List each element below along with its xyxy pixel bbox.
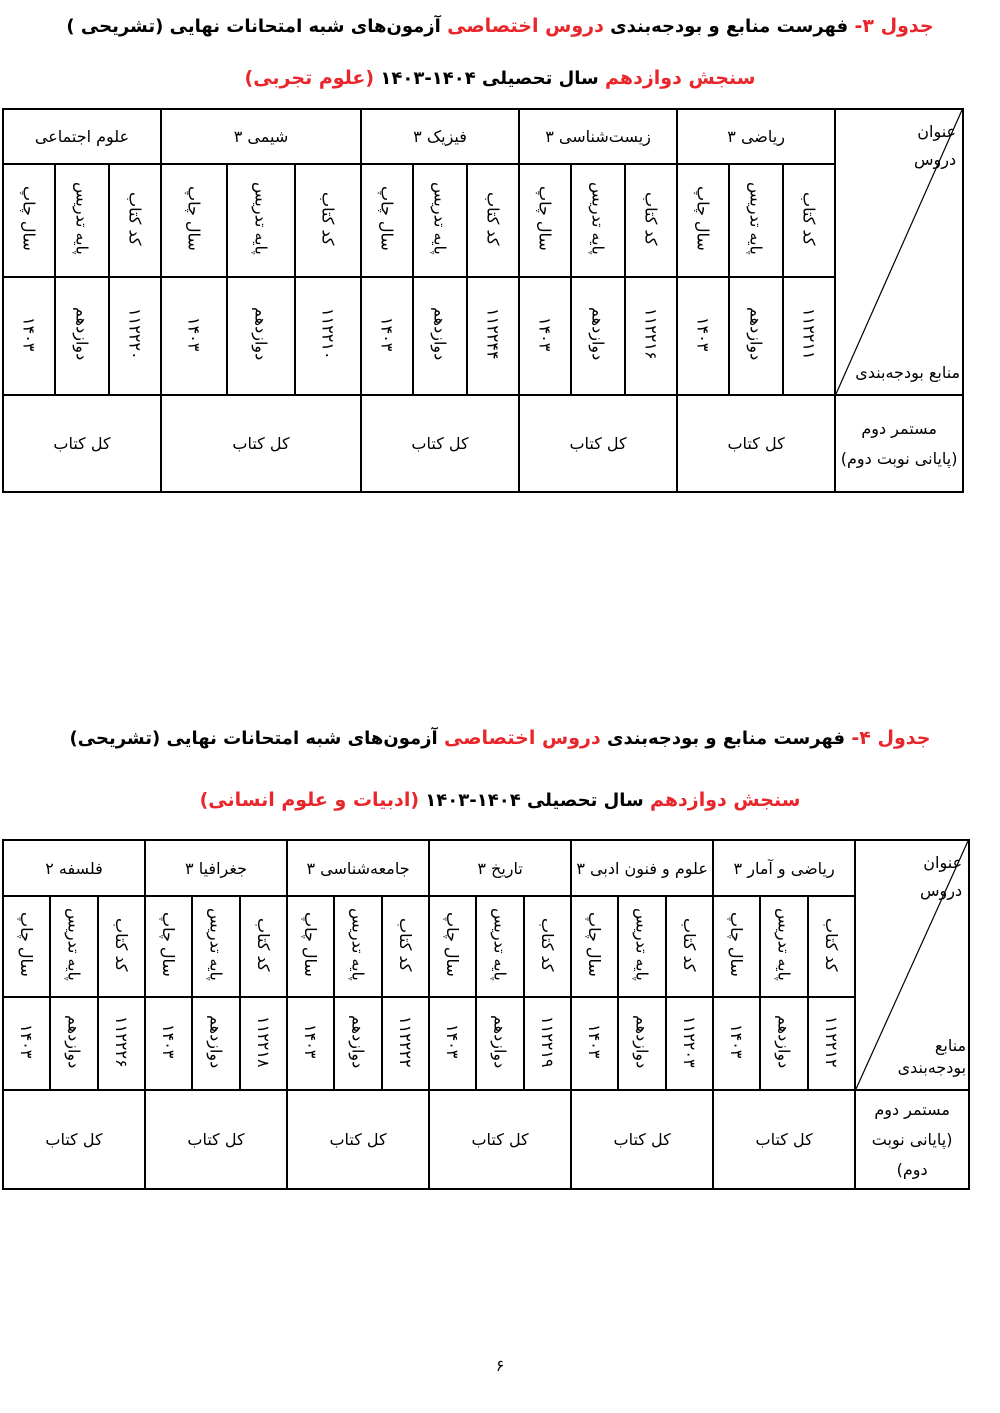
table4-subheader-grade: پایه تدریس [348, 908, 368, 981]
table3-grade-4: دوازدهم [72, 307, 92, 361]
table4-subheader-code: کد کتاب [822, 917, 842, 972]
table3-subheader-row [3, 164, 963, 277]
table4-row-label-line2: (پایانی نوبت [871, 1129, 953, 1149]
table4-scope-row [3, 1090, 969, 1189]
table4-year-2: ۱۴۰۳ [443, 1024, 463, 1059]
table4-row-label-line3: دوم) [896, 1159, 928, 1179]
table3-grade-1: دوازدهم [588, 307, 608, 361]
table4-grade-1: دوازدهم [632, 1014, 652, 1069]
table3-subject-3: شیمی ۳ [161, 109, 361, 164]
table3-caption-rest: آزمون‌های شبه امتحانات نهایی (تشریحی ) [66, 16, 441, 37]
table4-subject-3: جامعه‌شناسی ۳ [287, 840, 429, 896]
table3-caption-highlight: دروس اختصاصی [447, 15, 604, 37]
table4-subheader-grade: پایه تدریس [774, 908, 794, 981]
table4-values-row [3, 997, 969, 1090]
table3-subheader-code: کد کتاب [318, 191, 338, 246]
table3-scope-2: کل کتاب [361, 395, 519, 492]
table4-grade-0: دوازدهم [774, 1014, 794, 1069]
table4-subheader-row [3, 896, 969, 997]
table4-code-0: ۱۱۲۲۱۲ [822, 1015, 842, 1068]
table4-row-label-line1: مستمر دوم [874, 1099, 950, 1119]
table3-subject-0: ریاضی ۳ [677, 109, 835, 164]
table3-code-3: ۱۱۲۲۱۰ [318, 308, 338, 360]
table4-subheader-grade: پایه تدریس [206, 908, 226, 981]
table3-subheader-year: سال چاپ [19, 186, 39, 251]
table4-subtitle-field: (ادبیات و علوم انسانی) [199, 789, 420, 811]
table3-subheader-code: کد کتاب [125, 191, 145, 246]
table4-caption-highlight: دروس اختصاصی [443, 727, 601, 749]
table3-code-2: ۱۱۲۲۴۴ [483, 308, 503, 360]
table4-grade-3: دوازدهم [348, 1014, 368, 1069]
table4-code-3: ۱۱۲۲۲۲ [396, 1015, 416, 1068]
table4-caption-rest: آزمون‌های شبه امتحانات نهایی (تشریحی) [69, 728, 438, 749]
table3-scope-row [3, 395, 963, 492]
table3-subheader-grade: پایه تدریس [588, 182, 608, 255]
table4-subheader-code: کد کتاب [680, 917, 700, 972]
table3-caption-number: جدول ۳- [854, 15, 934, 37]
table3-subheader-year: سال چاپ [377, 186, 397, 251]
table3-subject-2: فیزیک ۳ [361, 109, 519, 164]
table4-subject-5: فلسفه ۲ [3, 840, 145, 896]
table3-corner-top [914, 118, 956, 174]
table3-grade-0: دوازدهم [746, 307, 766, 361]
table4-year-0: ۱۴۰۳ [727, 1024, 747, 1059]
table4-subject-row [3, 840, 969, 896]
table3-subject-4: علوم اجتماعی [3, 109, 161, 164]
table4-scope-3: کل کتاب [287, 1090, 429, 1189]
table3-grade-2: دوازدهم [430, 307, 450, 361]
table3-subheader-code: کد کتاب [483, 191, 503, 246]
table4-subject-4: جغرافیا ۳ [145, 840, 287, 896]
table4-corner-subjects: دروس [920, 881, 963, 900]
table4-caption-text: فهرست منابع و بودجه‌بندی [606, 728, 846, 749]
table4-subheader-year: سال چاپ [159, 912, 179, 977]
table3-year-0: ۱۴۰۳ [693, 316, 713, 352]
table3-scope-0: کل کتاب [677, 395, 835, 492]
table3-subtitle-text: سال تحصیلی ۱۴۰۴-۱۴۰۳ [380, 68, 599, 89]
table3-code-1: ۱۱۲۲۱۶ [641, 308, 661, 360]
table3-subject-1: زیست‌شناسی ۳ [519, 109, 677, 164]
table4-subtitle [0, 788, 1000, 813]
table4-subtitle-highlight: سنجش دوازدهم [649, 789, 801, 811]
table3-row-label [835, 395, 963, 492]
table4-code-1: ۱۱۲۲۰۳ [680, 1015, 700, 1068]
table4-year-3: ۱۴۰۳ [301, 1024, 321, 1059]
table4-code-5: ۱۱۲۲۲۶ [112, 1015, 131, 1068]
table3-corner-title: عنوان [917, 122, 957, 141]
table3-subtitle-highlight: سنجش دوازدهم [605, 67, 756, 89]
table4-year-1: ۱۴۰۳ [585, 1024, 605, 1059]
table3-subject-row [3, 109, 963, 164]
table3-row-label-line2: (پایانی نوبت دوم) [840, 448, 958, 468]
table3-subheader-grade: پایه تدریس [430, 182, 450, 255]
table4 [2, 839, 970, 1190]
table4-grade-5: دوازدهم [64, 1014, 84, 1069]
table3-subheader-code: کد کتاب [799, 191, 819, 246]
table4-subheader-grade: پایه تدریس [64, 908, 84, 981]
table4-corner-top [920, 849, 962, 905]
table4-subheader-grade: پایه تدریس [632, 908, 652, 981]
table4-subheader-code: کد کتاب [538, 917, 558, 972]
table4-subheader-year: سال چاپ [585, 912, 605, 977]
table3-code-0: ۱۱۲۲۱۱ [799, 308, 819, 360]
table3-grade-3: دوازدهم [251, 307, 271, 361]
table3-scope-1: کل کتاب [519, 395, 677, 492]
page-number: ۶ [495, 1356, 505, 1375]
table4-subheader-year: سال چاپ [17, 912, 36, 977]
table4-code-2: ۱۱۲۲۱۹ [538, 1015, 558, 1068]
table3-subheader-grade: پایه تدریس [251, 182, 271, 255]
table4-scope-2: کل کتاب [429, 1090, 571, 1189]
table4-scope-5: کل کتاب [3, 1090, 145, 1189]
table4-subheader-grade: پایه تدریس [490, 908, 510, 981]
table3-year-2: ۱۴۰۳ [377, 316, 397, 352]
table3-year-4: ۱۴۰۳ [19, 316, 39, 352]
table4-corner-bottom [898, 1035, 967, 1079]
table4-row-label [855, 1090, 969, 1189]
table4-subtitle-text: سال تحصیلی ۱۴۰۴-۱۴۰۳ [425, 790, 644, 811]
table3-year-3: ۱۴۰۳ [184, 316, 204, 352]
table3-subheader-year: سال چاپ [184, 186, 204, 251]
table3-corner-cell [835, 109, 963, 395]
table3-caption-text: فهرست منابع و بودجه‌بندی [610, 16, 849, 37]
table3-corner-bottom [855, 362, 960, 384]
table4-scope-4: کل کتاب [145, 1090, 287, 1189]
table4-subject-2: تاریخ ۳ [429, 840, 571, 896]
table4-year-5: ۱۴۰۳ [17, 1024, 36, 1059]
table3-corner-subjects: دروس [914, 150, 957, 169]
table4-subheader-code: کد کتاب [112, 917, 131, 972]
table4-corner-sources: منابع [934, 1036, 967, 1055]
table4-code-4: ۱۱۲۲۱۸ [254, 1015, 274, 1068]
table3-values-row [3, 277, 963, 395]
table4-subheader-year: سال چاپ [443, 912, 463, 977]
table3-subheader-grade: پایه تدریس [72, 182, 92, 255]
table3-subtitle [0, 66, 1000, 91]
table3 [2, 108, 964, 493]
table4-subject-0: ریاضی و آمار ۳ [713, 840, 855, 896]
table3-year-1: ۱۴۰۳ [535, 316, 555, 352]
table4-corner-title: عنوان [923, 853, 963, 872]
table4-subheader-code: کد کتاب [396, 917, 416, 972]
table4-grade-2: دوازدهم [490, 1014, 510, 1069]
table3-subheader-grade: پایه تدریس [746, 182, 766, 255]
table4-subheader-year: سال چاپ [301, 912, 321, 977]
table4-subheader-code: کد کتاب [254, 917, 274, 972]
table3-scope-4: کل کتاب [3, 395, 161, 492]
table3-corner-sources: منابع بودجه‌بندی [855, 363, 961, 382]
table3-caption [0, 14, 1000, 39]
table4-subheader-year: سال چاپ [727, 912, 747, 977]
table3-subheader-code: کد کتاب [641, 191, 661, 246]
table4-caption-number: جدول ۴- [851, 727, 931, 749]
table4-corner-cell [855, 840, 969, 1090]
table4-subject-1: علوم و فنون ادبی ۳ [571, 840, 713, 896]
table4-caption [0, 726, 1000, 751]
table3-subtitle-field: (علوم تجربی) [244, 67, 375, 89]
table3-subheader-year: سال چاپ [693, 186, 713, 251]
table3-subheader-year: سال چاپ [535, 186, 555, 251]
table4-scope-1: کل کتاب [571, 1090, 713, 1189]
table3-code-4: ۱۱۲۲۲۰ [125, 308, 145, 360]
table4-corner-budget: بودجه‌بندی [897, 1058, 967, 1077]
table4-scope-0: کل کتاب [713, 1090, 855, 1189]
table4-year-4: ۱۴۰۳ [159, 1024, 179, 1059]
table3-scope-3: کل کتاب [161, 395, 361, 492]
table3-row-label-line1: مستمر دوم [861, 418, 937, 438]
table4-grade-4: دوازدهم [206, 1014, 226, 1069]
